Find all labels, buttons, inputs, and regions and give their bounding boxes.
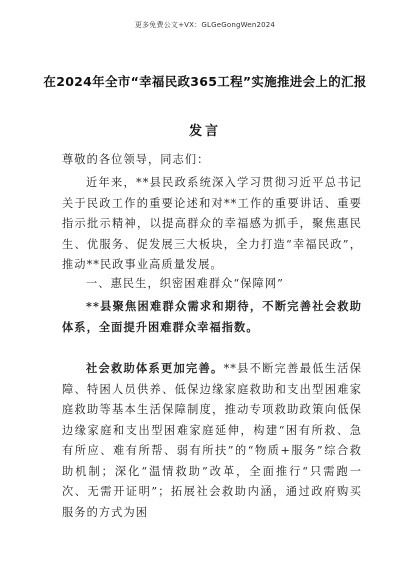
intro-paragraph: 近年来，**县民政系统深入学习贯彻习近平总书记关于民政工作的重要论述和对**工作的重要讲话、重要指示批示精神，以提高群众的幸福感为抓手，聚焦惠民生、优服务、促发展三大板块，全力打造“幸福民政”，推动**民政事业高质量发展。 — [62, 176, 362, 271]
section-heading: 一、惠民生，织密困难群众“保障网” — [86, 277, 284, 290]
section-lead-paragraph: **县聚焦困难群众需求和期待，不断完善社会救助体系，全面提升困难群众幸福指数。 — [62, 299, 362, 334]
paragraph-lead-phrase: 社会救助体系更加完善。 — [86, 361, 224, 375]
document-subtitle: 发言 — [188, 124, 221, 139]
document-title: 在2024年全市“幸福民政365工程”实施推进会上的汇报 — [43, 74, 367, 89]
salutation: 尊敬的各位领导，同志们： — [62, 153, 210, 166]
section-body-paragraph — [62, 358, 362, 523]
paragraph-body-text: **县不断完善最低生活保障、特困人员供养、低保边缘家庭救助和支出型困难家庭救助等基本生活保障制度，推动专项救助政策向低保边缘家庭和支出型困难家庭延伸，构建“困有所救、急有所应、难有所帮、弱有所扶”的“物质+服务”综合救助机制；深化“温情救助”改革，全面推行“只需跑一次、无需开证明”；拓展社会救助内涵，通过政府购买服务的方式为困 — [62, 362, 362, 519]
header-note: 更多免费公文+VX：GLGeGongWen2024 — [134, 21, 276, 29]
